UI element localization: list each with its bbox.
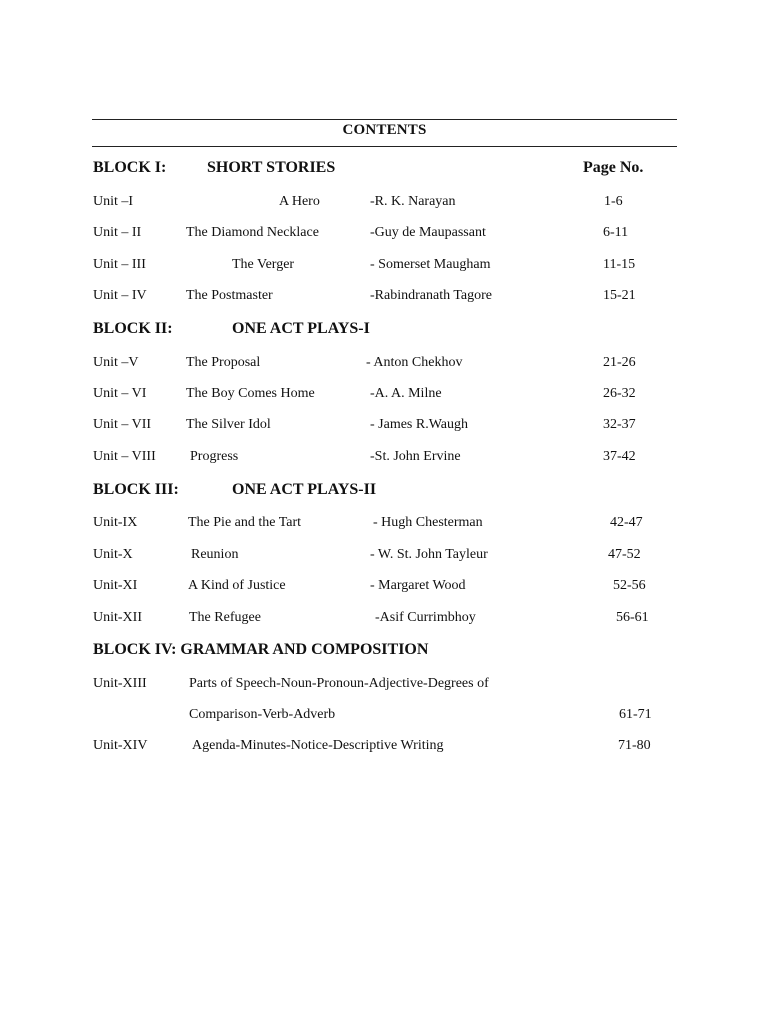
unit-title: The Pie and the Tart	[188, 515, 302, 530]
unit-title: The Verger	[232, 257, 295, 272]
unit-label: Unit – III	[93, 257, 146, 272]
unit-pages: 15-21	[603, 288, 636, 303]
unit-title: The Silver Idol	[186, 417, 271, 432]
unit-title: Reunion	[191, 547, 239, 562]
unit-label: Unit-IX	[93, 515, 138, 530]
unit-label: Unit –V	[93, 355, 139, 370]
unit-pages: 32-37	[603, 417, 636, 432]
block-2-label: BLOCK II:	[93, 320, 173, 337]
unit-label: Unit-XIV	[93, 738, 148, 753]
unit-title: Progress	[190, 449, 239, 464]
unit-title: A Hero	[279, 194, 320, 209]
block-3-title: ONE ACT PLAYS-II	[232, 481, 377, 498]
unit-author: -Rabindranath Tagore	[370, 288, 492, 303]
unit-title: A Kind of Justice	[188, 578, 286, 593]
unit-label: Unit – IV	[93, 288, 147, 303]
page-title: CONTENTS	[342, 122, 427, 138]
unit-pages: 61-71	[619, 707, 652, 722]
unit-author: - Margaret Wood	[370, 578, 466, 593]
unit-label: Unit – VI	[93, 386, 147, 401]
unit-pages: 52-56	[613, 578, 646, 593]
unit-pages: 37-42	[603, 449, 636, 464]
unit-pages: 1-6	[604, 194, 623, 209]
unit-author: -R. K. Narayan	[370, 194, 456, 209]
page-no-header: Page No.	[583, 159, 644, 176]
unit-author: - Hugh Chesterman	[373, 515, 483, 530]
block-3-label: BLOCK III:	[93, 481, 179, 498]
unit-label: Unit – VII	[93, 417, 152, 432]
unit-title: The Boy Comes Home	[186, 386, 315, 401]
unit-title: Agenda-Minutes-Notice-Descriptive Writing	[192, 738, 444, 753]
unit-author: -St. John Ervine	[370, 449, 461, 464]
block-4-label: BLOCK IV: GRAMMAR AND COMPOSITION	[93, 641, 429, 658]
unit-label: Unit-XII	[93, 610, 142, 625]
unit-author: -Asif Currimbhoy	[375, 610, 476, 625]
unit-label: Unit – VIII	[93, 449, 156, 464]
unit-author: -A. A. Milne	[370, 386, 442, 401]
unit-pages: 21-26	[603, 355, 636, 370]
unit-pages: 26-32	[603, 386, 636, 401]
unit-author: - W. St. John Tayleur	[370, 547, 488, 562]
unit-title: The Proposal	[186, 355, 261, 370]
block-1-label: BLOCK I:	[93, 159, 167, 176]
unit-pages: 47-52	[608, 547, 641, 562]
top-rule	[92, 119, 677, 120]
block-1-title: SHORT STORIES	[207, 159, 336, 176]
unit-pages: 11-15	[603, 257, 636, 272]
unit-title: The Diamond Necklace	[186, 225, 319, 240]
unit-title: The Postmaster	[186, 288, 273, 303]
unit-pages: 42-47	[610, 515, 643, 530]
unit-pages: 71-80	[618, 738, 651, 753]
unit-author: - Somerset Maugham	[370, 257, 491, 272]
unit-title-line2: Comparison-Verb-Adverb	[189, 707, 336, 722]
unit-label: Unit –I	[93, 194, 134, 209]
unit-label: Unit – II	[93, 225, 142, 240]
unit-label: Unit-X	[93, 547, 133, 562]
unit-title-line1: Parts of Speech-Noun-Pronoun-Adjective-Degrees of	[189, 676, 489, 691]
unit-pages: 56-61	[616, 610, 649, 625]
unit-author: - James R.Waugh	[370, 417, 469, 432]
unit-title: The Refugee	[189, 610, 261, 625]
unit-pages: 6-11	[603, 225, 629, 240]
unit-author: -Guy de Maupassant	[370, 225, 486, 240]
unit-label: Unit-XI	[93, 578, 138, 593]
unit-label: Unit-XIII	[93, 676, 147, 691]
block-2-title: ONE ACT PLAYS-I	[232, 320, 370, 337]
unit-author: - Anton Chekhov	[366, 355, 463, 370]
bottom-rule	[92, 146, 677, 147]
